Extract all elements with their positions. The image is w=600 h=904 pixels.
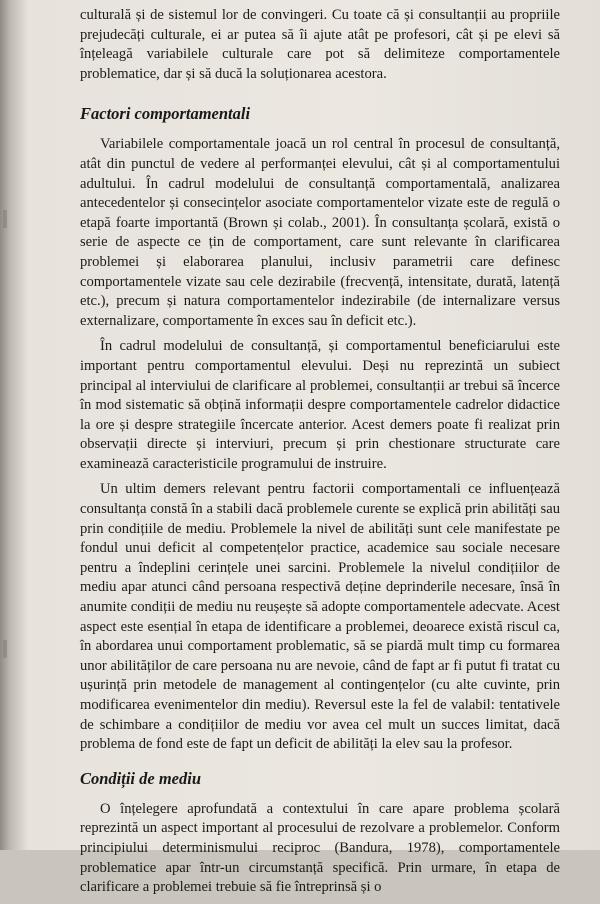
section-heading-behavioral-factors: Factori comportamentali bbox=[80, 104, 251, 124]
page-text-column bbox=[80, 6, 560, 904]
page-edge-shadow bbox=[3, 640, 7, 658]
page-edge-shadow bbox=[3, 210, 7, 228]
paragraph: Variabilele comportamentale joacă un rol central în procesul de consultanță, atât din punctul de vedere al performanței elevului, cât și al comportamentului adultului. În cadrul modelului de consultanță comportamentală, analizarea antecedentelor și consecințelor asociate comportamentelor vizate este de regulă o etapă foarte importantă (Brown și colab., 2001). În consultanța școlară, există o serie de aspecte ce țin de comportament, care sunt relevante în clarificarea problemei și elaborarea planului, inclusiv parametrii care definesc comportamentele vizate sau cele dezirabile (frecvență, intensitate, durată, latență etc.), precum și natura comportamentelor indezirabile (de internalizare versus externalizare, comportamente în exces sau în deficit etc.). bbox=[80, 136, 560, 329]
section-heading-environmental-conditions: Condiții de mediu bbox=[80, 768, 202, 788]
paragraph-continued: culturală și de sistemul lor de convingeri. Cu toate că și consultanții au propriile prejudecăți culturale, ei ar putea să îi ajute atât pe profesori, cât și pe elevi să înțeleagă variabilele culturale care pot să delimiteze comportamentele problematice, dar și să ducă la soluționarea acestora. bbox=[80, 7, 560, 82]
paragraph: Un ultim demers relevant pentru factorii comportamentali ce influențează consultanța constă în a stabili dacă problemele curente se explică prin abilități sau prin condițiile de mediu. Problemele la nivel de abilități sunt cele manifestate pe fondul unui deficit al competențelor practice, academice sau sociale necesare pentru a îndeplini cerințele unei sarcini. Problemele la nivelul condițiilor de mediu apar atunci când persoana respectivă deține deprinderile necesare, însă în anumite condiții de mediu nu reușește să adopte comportamentele adecvate. Acest aspect este esențial în etapa de identificare a problemei, deoarece există riscul ca, în abordarea unui comportament problematic, să se piardă mult timp cu formarea unor abilităților de care persoana nu are nevoie, când de fapt ar fi putut fi tratat cu ușurință prin metodele de management al contingențelor (cu alte cuvinte, prin modificarea evenimentelor din mediu). Reversul este la fel de valabil: tentativele de schimbare a condițiilor de mediu vor avea cel mult un succes limitat, dacă problema de fond este de fapt un deficit de abilități la elev sau la profesor. bbox=[80, 481, 560, 753]
paragraph: În cadrul modelului de consultanță, și comportamentul beneficiarului este important pentru comportamentul elevului. Deși nu reprezintă un subiect principal al interviului de clarificare al problemei, consultanții ar trebui să încerce în mod sistematic să obțină informații despre comportamentele cadrelor didactice la ore și despre strategiile încercate anterior. Acest demers poate fi realizat prin observații directe și interviuri, precum și prin chestionare structurate care examinează caracteristicile programului de instruire. bbox=[80, 338, 560, 472]
paragraph: O înțelegere aprofundată a contextului în care apare problema școlară reprezintă un aspect important al procesului de rezolvare a problemelor. Conform principiului determinismului reciproc (Bandura, 1978), comportamentele problematice apar într-un circumstanță specifică. Prin urmare, în etapa de clarificare a problemei trebuie să fie întreprinsă și o bbox=[80, 800, 560, 896]
